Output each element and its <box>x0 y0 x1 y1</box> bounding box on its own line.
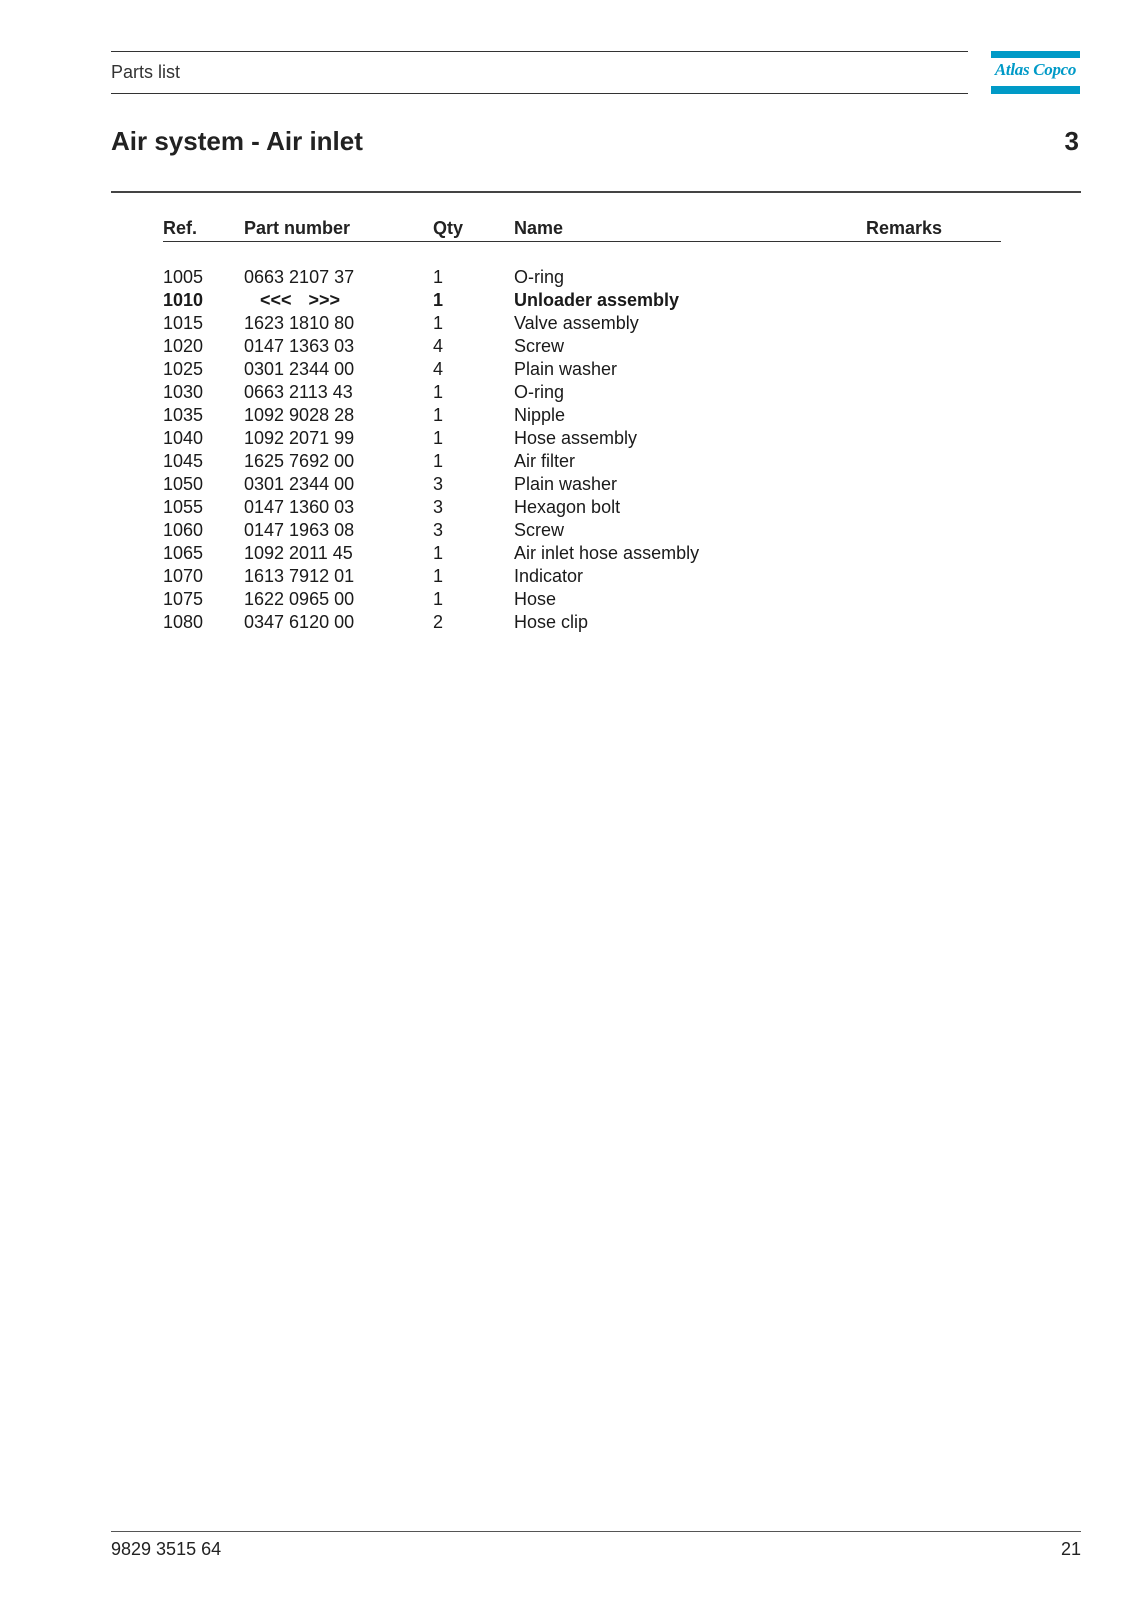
table-row <box>0 405 1131 428</box>
cell-name: Unloader assembly <box>514 290 680 310</box>
cell-qty: 1 <box>433 589 444 609</box>
table-row <box>0 566 1131 589</box>
cell-name: Air inlet hose assembly <box>514 543 700 563</box>
header-bottom-rule <box>111 93 968 94</box>
table-row <box>0 589 1131 612</box>
cell-part-number: 0663 2107 37 <box>244 267 355 287</box>
cell-ref: 1030 <box>163 382 204 402</box>
table-row <box>0 359 1131 382</box>
logo-top-bar <box>991 51 1080 58</box>
cell-part-number: 0147 1963 08 <box>244 520 355 540</box>
cell-qty: 1 <box>433 543 444 563</box>
cell-name: O-ring <box>514 382 565 402</box>
column-header-qty: Qty <box>433 218 464 238</box>
table-row <box>0 336 1131 359</box>
cell-qty: 4 <box>433 359 444 379</box>
table-row <box>0 451 1131 474</box>
cell-name: Hose assembly <box>514 428 638 448</box>
cell-name: Indicator <box>514 566 584 586</box>
cell-ref: 1050 <box>163 474 204 494</box>
cell-part-number: 1623 1810 80 <box>244 313 355 333</box>
cell-ref: 1065 <box>163 543 204 563</box>
table-row <box>0 612 1131 635</box>
cell-name: Air filter <box>514 451 576 471</box>
cell-qty: 1 <box>433 382 444 402</box>
table-row <box>0 520 1131 543</box>
title-rule <box>111 191 1081 193</box>
table-row <box>0 313 1131 336</box>
table-row <box>0 474 1131 497</box>
cell-name: Screw <box>514 336 565 356</box>
cell-name: Plain washer <box>514 359 618 379</box>
cell-name: O-ring <box>514 267 565 287</box>
cell-part-number: 1625 7692 00 <box>244 451 355 471</box>
cell-name: Hose <box>514 589 557 609</box>
table-header <box>0 218 1131 242</box>
table-header-rule <box>163 241 1001 242</box>
cell-part-number: 0347 6120 00 <box>244 612 355 632</box>
page-number: 21 <box>1060 1539 1081 1559</box>
cell-ref: 1005 <box>163 267 204 287</box>
cell-qty: 3 <box>433 474 444 494</box>
logo-wordmark: Atlas Copco <box>994 60 1077 79</box>
cell-qty: 1 <box>433 428 444 448</box>
table-row <box>0 428 1131 451</box>
cell-name: Valve assembly <box>514 313 639 333</box>
cell-qty: 4 <box>433 336 444 356</box>
table-row <box>0 382 1131 405</box>
cell-part-number: 0147 1363 03 <box>244 336 355 356</box>
cell-qty: 1 <box>433 267 444 287</box>
cell-part-number: 1613 7912 01 <box>244 566 355 586</box>
cell-qty: 1 <box>433 566 444 586</box>
cell-part-number: 1092 2011 45 <box>244 543 353 563</box>
cell-ref: 1075 <box>163 589 204 609</box>
cell-ref: 1015 <box>163 313 204 333</box>
cell-qty: 2 <box>433 612 444 632</box>
cell-qty: 1 <box>433 405 444 425</box>
column-header-ref: Ref. <box>163 218 198 238</box>
cell-name: Hose clip <box>514 612 589 632</box>
parts-table-body <box>0 267 1131 635</box>
cell-ref: 1080 <box>163 612 204 632</box>
document-number: 9829 3515 64 <box>111 1539 222 1559</box>
cell-ref: 1055 <box>163 497 204 517</box>
column-header-remarks: Remarks <box>866 218 943 238</box>
cell-part-number: 0147 1360 03 <box>244 497 355 517</box>
cell-part-number: 0663 2113 43 <box>244 382 353 402</box>
cell-part-number: 1092 9028 28 <box>244 405 355 425</box>
header-top-rule <box>111 51 968 52</box>
chapter-number: 3 <box>1064 126 1079 156</box>
page-title: Air system - Air inlet <box>111 126 363 156</box>
logo-bottom-bar <box>991 86 1080 94</box>
cell-qty: 1 <box>433 451 444 471</box>
cell-name: Plain washer <box>514 474 618 494</box>
column-header-part-number: Part number <box>244 218 351 238</box>
cell-ref: 1045 <box>163 451 204 471</box>
cell-qty: 3 <box>433 520 444 540</box>
cell-ref: 1070 <box>163 566 204 586</box>
cell-ref: 1025 <box>163 359 204 379</box>
table-row <box>0 497 1131 520</box>
cell-name: Screw <box>514 520 565 540</box>
table-row <box>0 543 1131 566</box>
cell-part-number: 0301 2344 00 <box>244 474 355 494</box>
section-label: Parts list <box>111 62 181 82</box>
cell-ref: 1020 <box>163 336 204 356</box>
cell-ref: 1035 <box>163 405 204 425</box>
cell-name: Hexagon bolt <box>514 497 621 517</box>
cell-part-number: 1622 0965 00 <box>244 589 355 609</box>
cell-part-number: <<< >>> <box>260 290 341 310</box>
cell-qty: 1 <box>433 290 444 310</box>
cell-ref: 1040 <box>163 428 204 448</box>
cell-ref: 1010 <box>163 290 204 310</box>
table-row <box>0 290 1131 313</box>
footer-rule <box>111 1531 1081 1532</box>
cell-name: Nipple <box>514 405 566 425</box>
column-header-name: Name <box>514 218 564 238</box>
cell-qty: 3 <box>433 497 444 517</box>
brand-logo <box>991 51 1080 94</box>
cell-qty: 1 <box>433 313 444 333</box>
cell-ref: 1060 <box>163 520 204 540</box>
cell-part-number: 1092 2071 99 <box>244 428 355 448</box>
table-row <box>0 267 1131 290</box>
cell-part-number: 0301 2344 00 <box>244 359 355 379</box>
